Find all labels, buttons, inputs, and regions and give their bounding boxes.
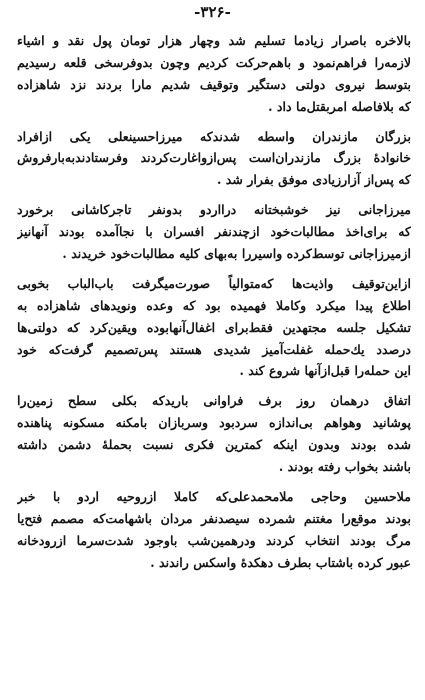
text-line: خانوادهٔ بزرگ مازندران‌است پس‌ازواغارت‌کردند وفرستادندبه‌بارفروش	[17, 150, 411, 166]
text-line: بتوسط نیروی دولتی دستگیر وتوقیف شدیم مارا بردند نزد شاهزاده	[17, 76, 411, 92]
paragraph	[17, 126, 411, 192]
text-line: که بلافاصله امربقتل‌ما داد .	[268, 98, 411, 114]
paragraph	[17, 30, 411, 118]
body-text	[17, 30, 411, 581]
text-line: بزرگان مازندران واسطه شدندکه میرزاحسینعلی یکی ازافراد	[17, 128, 411, 144]
paragraph	[17, 273, 411, 382]
paragraph	[17, 390, 411, 478]
text-line: ازاین‌توقیف واذیت‌ها که‌متوالیاً صورت‌میگرفت باب‌الباب بخوبی	[17, 275, 411, 291]
text-line: ملاحسین وحاجی ملامحمدعلی‌که کاملا ازروحیه اردو با خبر	[17, 488, 411, 504]
text-line: مرگ بودند انتخاب کردند ودرهمین‌شب باوجود شدت‌سرما ازرودخانه	[17, 532, 411, 548]
text-line: که پس‌از آزارزیادی موفق بفرار شد .	[217, 172, 411, 188]
paragraph	[17, 199, 411, 265]
text-line: پوشانید وهواهم بی‌اندازه سردبود وسربازان بامکنه مسکونه پناهنده	[17, 415, 411, 431]
text-line: ازمیرزاجانی توسط‌کرده واسیررا به‌بهای کلیه مطالبات‌خود خریدند .	[62, 246, 411, 262]
text-line: لازمه‌را فراهم‌نمود و باهم‌حرکت کردیم وچون بدوفرسخی قلعه رسیدیم	[17, 54, 411, 70]
text-line: درصدد یك‌حمله غفلت‌آمیز شدیدی هستند پس‌تصمیم گرفت‌که خود	[17, 341, 411, 357]
text-line: عبور کرده باشتاب بطرف دهکدهٔ واسکس راندند .	[150, 554, 411, 570]
text-line: تشکیل جلسه مجتهدین فقط‌برای اغفال‌آنهابوده ویقین‌کرد که دولتی‌ها	[17, 319, 411, 335]
text-line: بالاخره باصرار زیادما تسلیم شد وچهار هزار تومان پول نقد و اشیاء	[17, 33, 411, 48]
text-line: اطلاع پیدا میکرد وکاملا فهمیده بود که وعده ونویدهای شاهزاده به	[17, 297, 411, 313]
text-line: که برای‌اخذ مطالبات‌خود ازچندنفر افسران با نجاآمده بودند آنهانیز	[17, 224, 411, 240]
text-line: باشند بخواب رفته بودند .	[278, 459, 411, 475]
text-line: میرزاجانی نیز خوشبختانه درااردو بدونفر تاجرکاشانی برخورد	[17, 202, 411, 218]
text-line: شده بودند وبدون اینکه کمترین فکری نسبت بحملهٔ دشمن داشته	[17, 437, 411, 453]
text-line: اتفاق درهمان روز برف فراوانی باریدکه بکلی سطح زمین‌را	[17, 393, 411, 409]
text-line: بودند موقع‌را مغتنم شمرده سیصدنفر مردان باشهامت‌که مصمم فتح‌یا	[17, 510, 411, 526]
paragraph	[17, 486, 411, 574]
page-number: -۳۲۶-	[194, 3, 231, 21]
text-line: این حمله‌را قبل‌ازآنها شروع کند .	[239, 363, 411, 379]
